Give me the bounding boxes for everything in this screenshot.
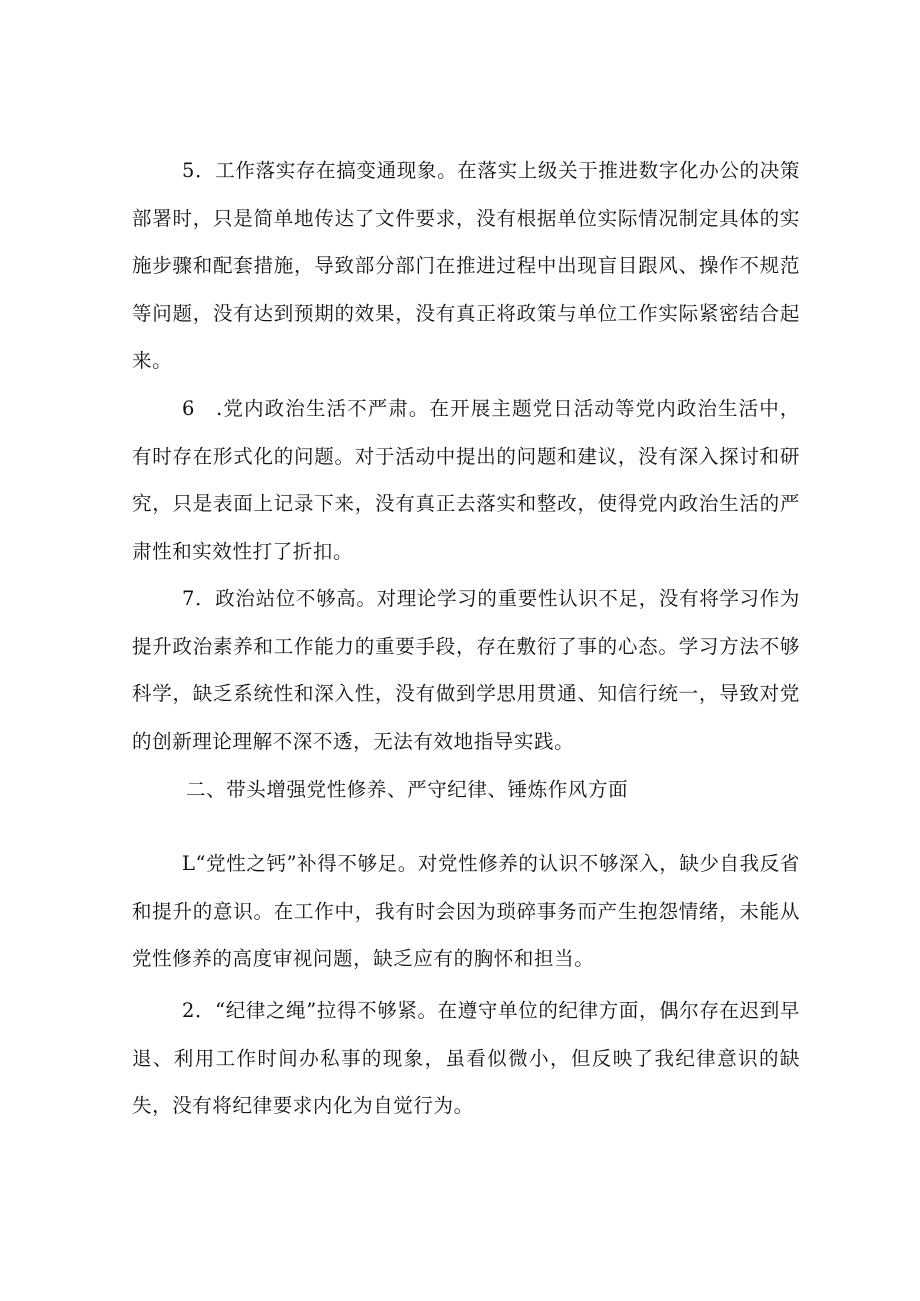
paragraph-item-6: 6 .党内政治生活不严肃。在开展主题党日活动等党内政治生活中，有时存在形式化的问题。对于活动中提出的问题和建议，没有深入探讨和研究，只是表面上记录下来，没有真正去落实和整改，使得党内政治生活的严肃性和实效性打了折扣。 [132, 397, 800, 563]
paragraph-item-2: 2．“纪律之绳”拉得不够紧。在遵守单位的纪律方面，偶尔存在迟到早退、利用工作时间办私事的现象，虽看似微小，但反映了我纪律意识的缺失，没有将纪律要求内化为自觉行为。 [132, 999, 800, 1117]
paragraph-item-l: L“党性之钙”补得不够足。对党性修养的认识不够深入，缺少自我反省和提升的意识。在工作中，我有时会因为琐碎事务而产生抱怨情绪，未能从党性修养的高度审视问题，缺乏应有的胸怀和担当。 [132, 852, 800, 970]
section-heading-2: 二、带头增强党性修养、严守纪律、锤炼作风方面 [186, 778, 629, 801]
paragraph-item-7: 7．政治站位不够高。对理论学习的重要性认识不足，没有将学习作为提升政治素养和工作能力的重要手段，存在敷衍了事的心态。学习方法不够科学，缺乏系统性和深入性，没有做到学思用贯通、知信行统一，导致对党的创新理论理解不深不透，无法有效地指导实践。 [132, 587, 800, 753]
paragraph-item-5: 5．工作落实存在搞变通现象。在落实上级关于推进数字化办公的决策部署时，只是简单地传达了文件要求，没有根据单位实际情况制定具体的实施步骤和配套措施，导致部分部门在推进过程中出现盲目跟风、操作不规范等问题，没有达到预期的效果，没有真正将政策与单位工作实际紧密结合起来。 [132, 159, 800, 372]
